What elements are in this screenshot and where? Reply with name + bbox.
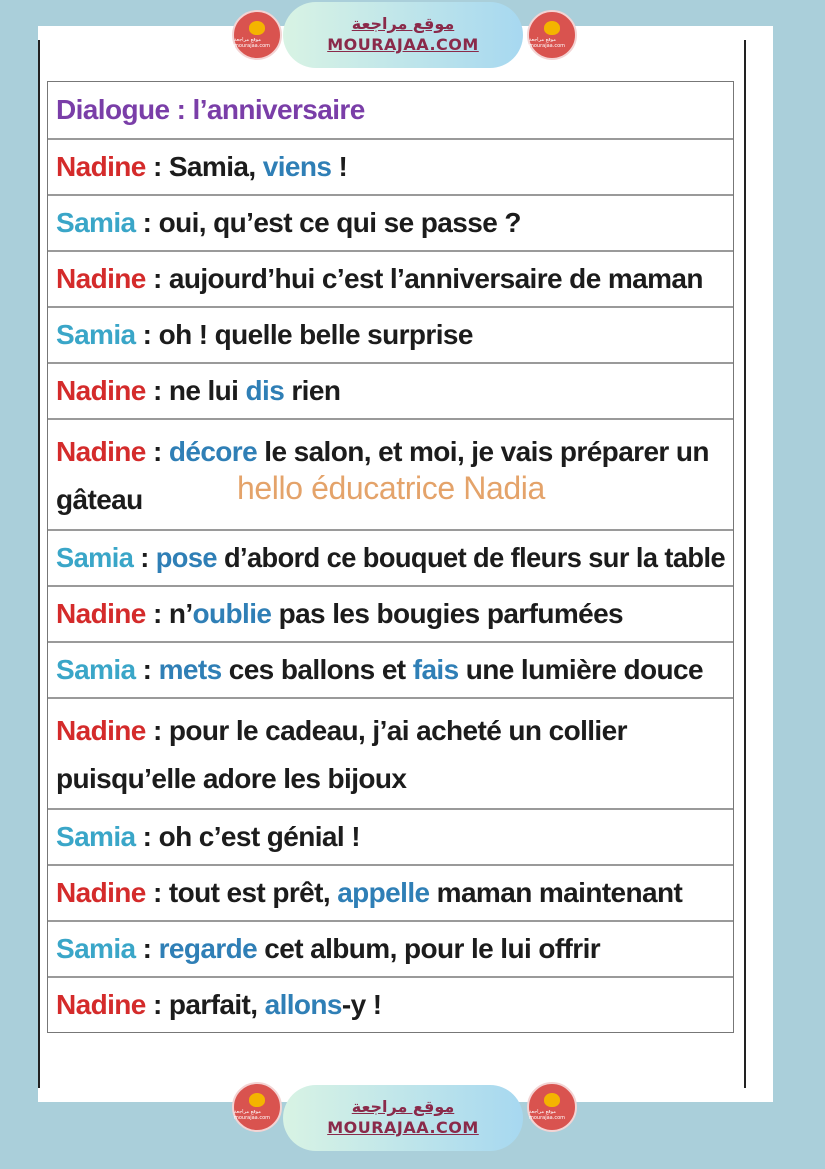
imperative-verb: décore (168, 436, 258, 467)
line-segment: : (135, 654, 159, 685)
speaker-name: Nadine (56, 877, 146, 908)
watermark-text: hello éducatrice Nadia (237, 470, 545, 506)
line-segment: pas les bougies parfumées (271, 598, 624, 629)
speaker-name: Nadine (56, 598, 146, 629)
dialogue-line-text (56, 263, 703, 295)
line-segment: une lumière douce (458, 654, 703, 685)
speaker-name: Nadine (56, 436, 146, 467)
dialogue-line (48, 585, 733, 641)
imperative-verb: appelle (337, 877, 430, 908)
site-banner-top[interactable] (283, 2, 523, 68)
dialogue-line-text (56, 319, 473, 351)
line-segment: : (135, 933, 159, 964)
speaker-name: Samia (56, 821, 136, 852)
logo-text: موقع مراجعة mourajaa.com (234, 1109, 271, 1121)
dialogue-line (48, 250, 733, 306)
speaker-name: Samia (56, 933, 136, 964)
dialogue-line-text (56, 542, 725, 574)
imperative-verb: oublie (192, 598, 272, 629)
site-banner-bottom[interactable] (283, 1085, 523, 1151)
speaker-name: Samia (56, 207, 136, 238)
left-margin-line (38, 40, 40, 1088)
logo-text: موقع مراجعة mourajaa.com (529, 1109, 566, 1121)
right-margin-line (744, 40, 746, 1088)
line-segment: : aujourd’hui c’est l’anniversaire de maman (145, 263, 703, 294)
dialogue-title-row (48, 82, 733, 138)
dialogue-line (48, 697, 733, 808)
speaker-name: Nadine (56, 989, 146, 1020)
speaker-name: Nadine (56, 263, 146, 294)
line-segment: le salon, et moi, je vais préparer un gâteau (56, 436, 709, 515)
site-logo-icon[interactable] (232, 10, 282, 60)
dialogue-table (47, 81, 734, 1033)
dialogue-line (48, 138, 733, 194)
dialogue-line (48, 641, 733, 697)
dialogue-line-text (56, 821, 360, 853)
line-segment: cet album, pour le lui offrir (257, 933, 601, 964)
dialogue-line-text (56, 933, 600, 965)
imperative-verb: allons (264, 989, 342, 1020)
line-segment: : (145, 436, 169, 467)
site-logo-icon[interactable] (232, 1082, 282, 1132)
dialogue-title: Dialogue : l’anniversaire (56, 94, 365, 125)
line-segment: d’abord ce bouquet de fleurs sur la table (216, 542, 726, 573)
speaker-name: Samia (56, 542, 134, 573)
line-segment: : Samia, (145, 151, 263, 182)
dialogue-line-text (56, 654, 703, 686)
dialogue-line (48, 808, 733, 864)
speaker-name: Samia (56, 654, 136, 685)
line-segment: : ne lui (145, 375, 246, 406)
imperative-verb: dis (245, 375, 285, 406)
imperative-verb: regarde (158, 933, 258, 964)
dialogue-line-text (56, 989, 382, 1021)
dialogue-line (48, 362, 733, 418)
logo-text: موقع مراجعة mourajaa.com (529, 37, 566, 49)
dialogue-line (48, 920, 733, 976)
imperative-verb: mets (158, 654, 222, 685)
site-url[interactable]: MOURAJAA.COM (327, 1118, 479, 1137)
site-logo-icon[interactable] (527, 10, 577, 60)
dialogue-line-text (56, 151, 347, 183)
site-url[interactable]: MOURAJAA.COM (327, 35, 479, 54)
site-name-arabic[interactable]: موقع مراجعة (351, 14, 455, 33)
line-segment: ces ballons et (221, 654, 413, 685)
speaker-name: Nadine (56, 715, 146, 746)
line-segment: rien (284, 375, 341, 406)
dialogue-line-text (56, 207, 521, 239)
line-segment: maman maintenant (429, 877, 683, 908)
line-segment: -y ! (341, 989, 382, 1020)
site-logo-icon[interactable] (527, 1082, 577, 1132)
line-segment: : pour le cadeau, j’ai acheté un collier puisqu’elle adore les bijoux (56, 715, 627, 794)
dialogue-line (48, 306, 733, 362)
dialogue-line (48, 864, 733, 920)
imperative-verb: fais (412, 654, 459, 685)
speaker-name: Samia (56, 319, 136, 350)
site-name-arabic[interactable]: موقع مراجعة (351, 1097, 455, 1116)
dialogue-line-text (56, 707, 725, 803)
imperative-verb: viens (262, 151, 332, 182)
dialogue-line (48, 194, 733, 250)
speaker-name: Nadine (56, 151, 146, 182)
dialogue-line-text (56, 877, 682, 909)
line-segment: ! (331, 151, 348, 182)
line-segment: : oh c’est génial ! (135, 821, 360, 852)
line-segment: : oui, qu’est ce qui se passe ? (135, 207, 521, 238)
speaker-name: Nadine (56, 375, 146, 406)
line-segment: : oh ! quelle belle surprise (135, 319, 473, 350)
imperative-verb: pose (155, 542, 217, 573)
line-segment: : parfait, (145, 989, 265, 1020)
dialogue-line-text (56, 598, 623, 630)
dialogue-line (48, 529, 733, 585)
dialogue-line-text (56, 375, 340, 407)
line-segment: : n’ (145, 598, 193, 629)
line-segment: : tout est prêt, (145, 877, 338, 908)
logo-text: موقع مراجعة mourajaa.com (234, 37, 271, 49)
line-segment: : (133, 542, 156, 573)
dialogue-line (48, 976, 733, 1032)
